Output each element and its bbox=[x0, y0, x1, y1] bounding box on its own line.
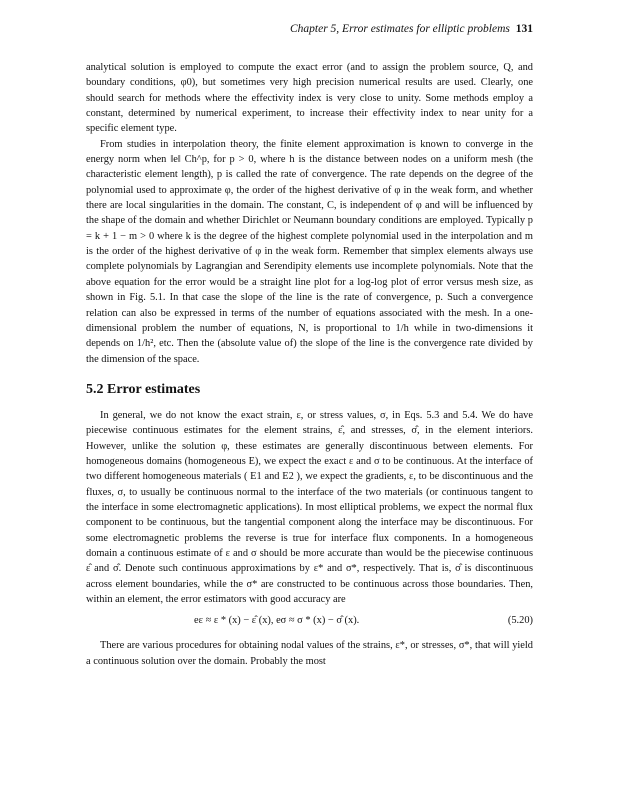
running-title: Chapter 5, Error estimates for elliptic problems bbox=[289, 23, 510, 35]
equation-5-20 bbox=[86, 610, 533, 632]
paragraph-3: In general, we do not know the exact strain, ε, or stress values, σ, in Eqs. 5.3 and 5.4. We do have piecewise continuous estimates for the element strains, ε̂, and stresses, σ̂, in the element interiors. However, unlike the solution φ, these estimates are generally discontinuous between elements. For homogeneous domains (homogeneous E), we expect the exact ε and σ to be continuous. At the interface of two different homogeneous materials ( E1 and E2 ), we expect the gradients, ε, to be discontinuous and the fluxes, σ, to usually be continuous normal to the interface of the two materials (or continuous tangent to the interface in some electromagnetic applications). In most elliptical problems, we expect the normal flux component to be continuous, but the tangential component along the interface may be discontinuous. For some electromagnetic problems the reverse is true for interface flux components. In a homogeneous domain a continuous estimate of ε and σ should be more accurate than would be the piecewise continuous ε̂ and σ̂. Denote such continuous approximations by ε* and σ*, respectively. That is, σ̂ is discontinuous across element boundaries, while the σ* are constructed to be continuous across those boundaries. Then, within an element, the error estimators with good accuracy are bbox=[86, 409, 533, 605]
equation-label: (5.20) bbox=[507, 615, 533, 627]
page bbox=[86, 22, 533, 669]
paragraph-2: From studies in interpolation theory, the finite element approximation is known to converge in the energy norm when ‖e‖ Ch^p, for p > 0, where h is the distance between nodes on a uniform mesh (the characteristic element length), p is called the rate of convergence. The rate depends on the degree of the polynomial used to approximate φ, the order of the highest derivative of φ in the weak form, and whether there are local singularities in the domain. The constant, C, is independent of φ and will be influenced by the shape of the domain and whether Dirichlet or Neumann boundary conditions are employed. Typically p = k + 1 − m > 0 where k is the degree of the highest complete polynomial used in the interpolation and m is the order of the highest derivative of φ in the weak form. Remember that simplex elements always use complete polynomials by Lagrangian and Serendipity elements use incomplete polynomials. Note that the above equation for the error would be a straight line plot for a log-log plot of error versus mesh size, as shown in Fig. 5.1. In that case the slope of the line is the rate of convergence, p. Such a convergence relation can also be expressed in terms of the number of equations associated with the mesh. In a one-dimensional problem the number of equations, N, is proportional to 1/h while in two-dimensions it depends on 1/h², etc. Then the (absolute value of) the slope of the line is the convergence rate divided by the dimension of the space. bbox=[86, 138, 533, 365]
page-number: 131 bbox=[515, 23, 533, 35]
running-header bbox=[86, 22, 533, 36]
section-heading: 5.2 Error estimates bbox=[86, 381, 201, 397]
paragraph-1: analytical solution is employed to compute the exact error (and to assign the problem source, Q, and boundary conditions, φ0), but sometimes very high precision numerical results are used. Clearly, one should search for methods where the effectivity index is very close to unity. Some methods employ a constant, determined by numerical experiment, to increase their effectivity index to near unity for a specific element type. bbox=[86, 62, 533, 135]
equation-body: eε ≈ ε * (x) − ε̂ (x), eσ ≈ σ * (x) − σ̂ (x). bbox=[194, 615, 360, 627]
paragraph-4: There are various procedures for obtaining nodal values of the strains, ε*, or stresses, σ*, that will yield a continuous solution over the domain. Probably the most bbox=[86, 640, 533, 667]
